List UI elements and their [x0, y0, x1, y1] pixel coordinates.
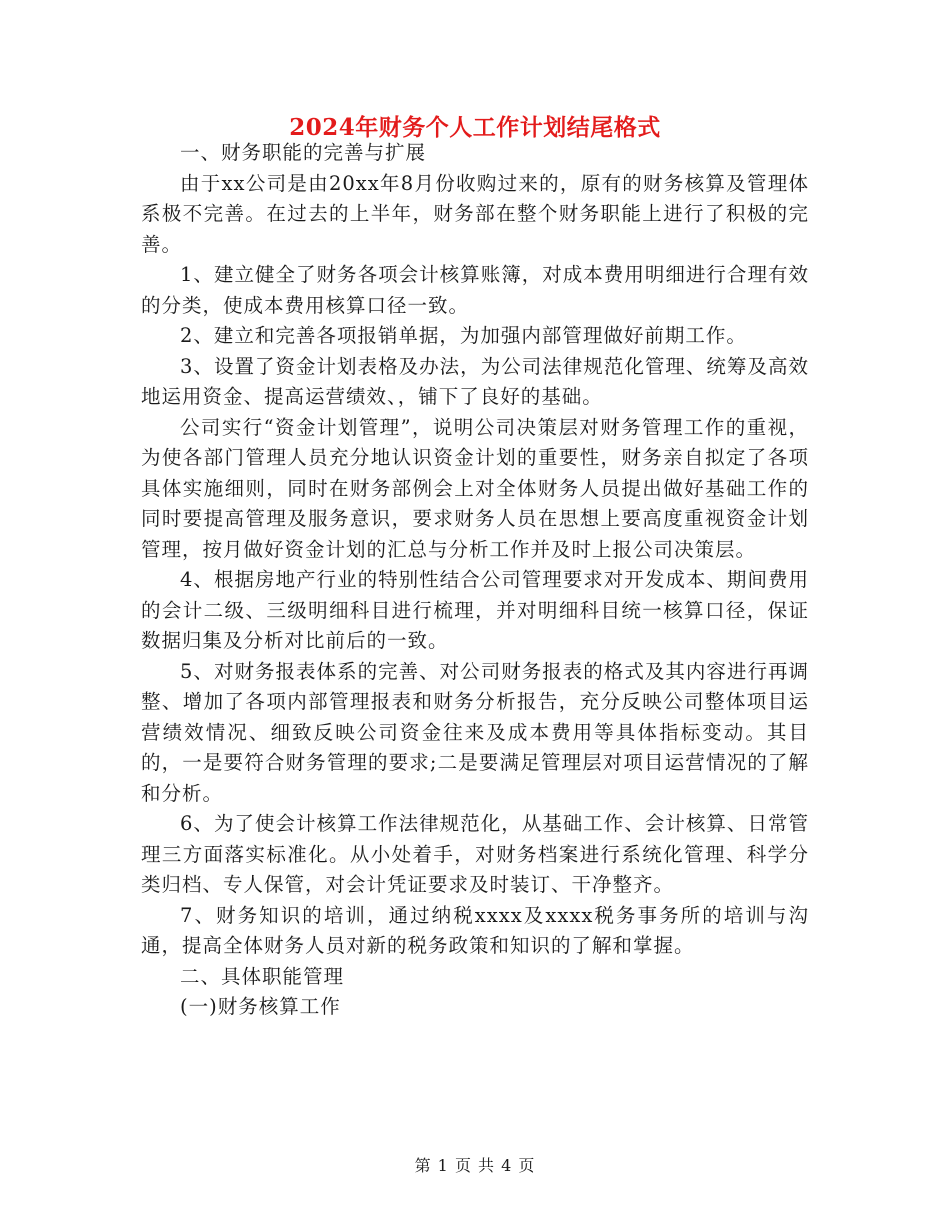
list-item-7: 7、财务知识的培训，通过纳税xxxx及xxxx税务事务所的培训与沟通，提高全体财务人员对新的税务政策和知识的了解和掌握。 [141, 903, 809, 957]
list-item-6: 6、为了使会计核算工作法律规范化，从基础工作、会计核算、日常管理三方面落实标准化。从小处着手，对财务档案进行系统化管理、科学分类归档、专人保管，对会计凭证要求及时装订、干净整齐。 [141, 812, 809, 896]
page-footer [0, 1156, 950, 1176]
list-item-2: 2、建立和完善各项报销单据，为加强内部管理做好前期工作。 [180, 324, 747, 347]
list-item-5: 5、对财务报表体系的完善、对公司财务报表的格式及其内容进行再调整、增加了各项内部管理报表和财务分析报告，充分反映公司整体项目运营绩效情况、细致反映公司资金往来及成本费用等具体指标变动。其目的，一是要符合财务管理的要求;二是要满足管理层对项目运营情况的了解和分析。 [141, 659, 809, 805]
paragraph-intro: 由于xx公司是由20xx年8月份收购过来的，原有的财务核算及管理体系极不完善。在过去的上半年，财务部在整个财务职能上进行了积极的完善。 [141, 171, 809, 256]
list-item-1: 1、建立健全了财务各项会计核算账簿，对成本费用明细进行合理有效的分类，使成本费用核算口径一致。 [141, 263, 809, 317]
section-heading-1: 一、财务职能的完善与扩展 [180, 141, 427, 164]
document-body [141, 138, 809, 1023]
list-item-4: 4、根据房地产行业的特别性结合公司管理要求对开发成本、期间费用的会计二级、三级明细科目进行梳理，并对明细科目统一核算口径，保证数据归集及分析对比前后的一致。 [141, 568, 809, 652]
paragraph-fund-plan: 公司实行“资金计划管理”，说明公司决策层对财务管理工作的重视，为使各部门管理人员充分地认识资金计划的重要性，财务亲自拟定了各项具体实施细则，同时在财务部例会上对全体财务人员提出做好基础工作的同时要提高管理及服务意识，要求财务人员在思想上要高度重视资金计划管理，按月做好资金计划的汇总与分析工作并及时上报公司决策层。 [141, 415, 809, 561]
document-title: 2024年财务个人工作计划结尾格式 [289, 114, 661, 141]
subsection-heading-1: (一)财务核算工作 [180, 995, 341, 1018]
list-item-3: 3、设置了资金计划表格及办法，为公司法律规范化管理、统筹及高效地运用资金、提高运营绩效、，铺下了良好的基础。 [141, 354, 809, 408]
page-number-label: 第 1 页 共 4 页 [414, 1156, 536, 1175]
section-heading-2: 二、具体职能管理 [180, 964, 345, 988]
